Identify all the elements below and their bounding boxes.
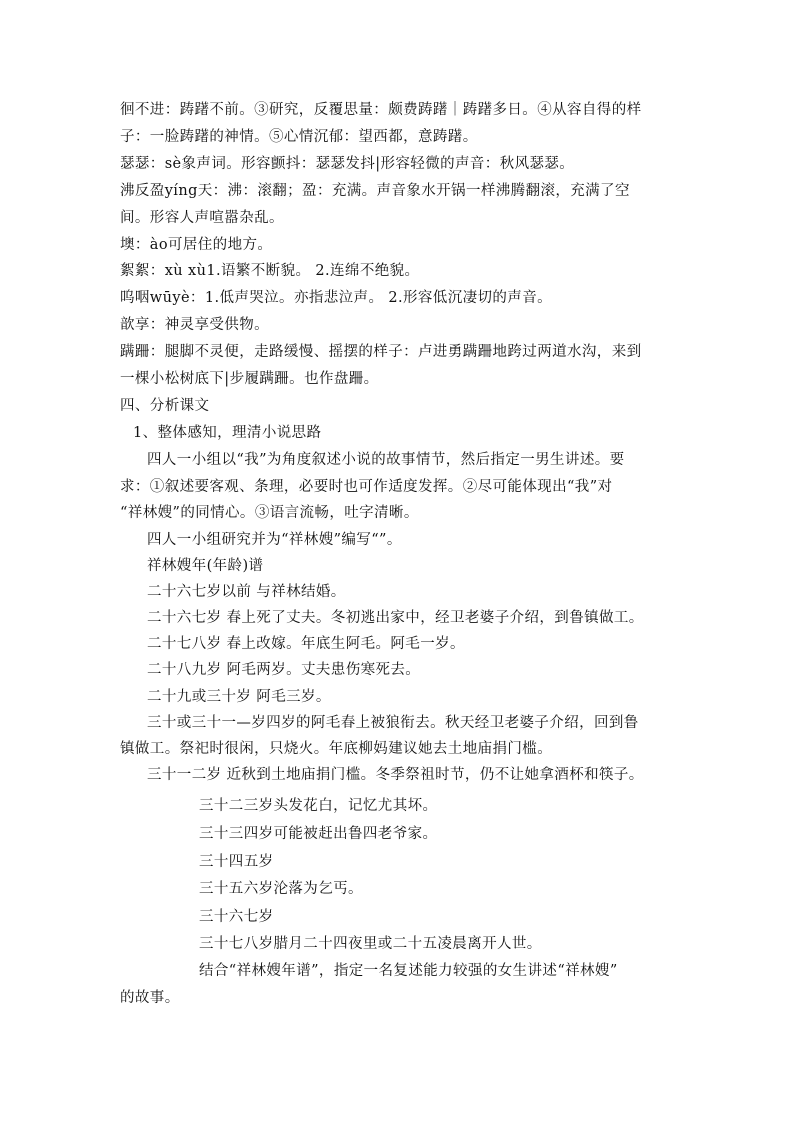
chronology-entry-continued: 镇做工。祭祀时很闲，只烧火。年底柳妈建议她去土地庙捐门槛。 [120,741,553,757]
chronology-entry: 二十七八岁 春上改嫁。年底生阿毛。阿毛一岁。 [147,636,465,652]
text-line: 子：一脸踌躇的神情。⑤心情沉郁：望西都，意踌躇。 [120,129,478,145]
text-line: 间。形容人声喧嚣杂乱。 [120,210,284,226]
chronology-entry: 二十六七岁 春上死了丈夫。冬初逃出家中，经卫老婆子介绍，到鲁镇做工。 [147,610,644,626]
text-line: 蹒跚：腿脚不灵便，走路缓慢、摇摆的样子：卢进勇蹒跚地跨过两道水沟，来到 [120,344,642,360]
chronology-entry: 三十四五岁 [199,854,274,870]
text-line: 沸反盈yíng天：沸：滚翻；盈：充满。声音象水开锅一样沸腾翻滚，充满了空 [120,183,630,199]
text-line: 的故事。 [120,990,180,1006]
chronology-entry: 三十六七岁 [199,909,274,925]
chronology-entry: 二十八九岁 阿毛两岁。丈夫患伤寒死去。 [147,662,421,678]
chronology-entry: 三十五六岁沦落为乞丐。 [199,881,363,897]
chronology-entry: 三十或三十一—岁四岁的阿毛春上被狼衔去。秋天经卫老婆子介绍，回到鲁 [147,715,639,731]
text-line: “祥林嫂”的同情心。③语言流畅，吐字清晰。 [120,505,419,521]
text-line: 一棵小松树底下|步履蹒跚。也作盘跚。 [120,371,379,387]
chronology-entry: 二十六七岁以前 与祥林结婚。 [147,584,346,600]
chronology-entry: 三十七八岁腊月二十四夜里或二十五凌晨离开人世。 [199,936,542,952]
text-line: 絮絮：xù xù1.语繁不断貌。 2.连绵不绝貌。 [120,263,420,279]
chronology-entry: 三十二三岁头发花白，记忆尤其坏。 [199,798,438,814]
section-heading: 四、分析课文 [120,398,210,414]
subsection-heading: 1、整体感知，理清小说思路 [133,425,322,441]
text-line: 瑟瑟：sè象声词。形容颤抖：瑟瑟发抖|形容轻微的声音：秋风瑟瑟。 [120,156,575,172]
text-line: 徊不进：踌躇不前。③研究，反覆思量：颇费踌躇｜踌躇多日。④从容自得的样 [120,102,642,118]
chronology-entry: 三十一二岁 近秋到土地庙捐门槛。冬季祭祖时节，仍不让她拿酒杯和筷子。 [147,767,644,783]
chronology-title: 祥林嫂年(年龄)谱 [147,558,264,574]
text-line: 呜咽wūyè：1.低声哭泣。亦指悲泣声。 2.形容低沉凄切的声音。 [120,290,552,306]
text-line: 四人一小组以“我”为角度叙述小说的故事情节，然后指定一男生讲述。要 [147,452,625,468]
chronology-entry: 二十九或三十岁 阿毛三岁。 [147,689,331,705]
text-line: 结合“祥林嫂年谱”，指定一名复述能力较强的女生讲述“祥林嫂” [199,963,618,979]
text-line: 求：①叙述要客观、条理，必要时也可作适度发挥。②尽可能体现出“我”对 [120,479,613,495]
text-line: 歆享：神灵享受供物。 [120,317,269,333]
text-line: 墺：ào可居住的地方。 [120,237,273,253]
chronology-entry: 三十三四岁可能被赶出鲁四老爷家。 [199,826,438,842]
text-line: 四人一小组研究并为“祥林嫂”编写“”。 [147,532,402,548]
